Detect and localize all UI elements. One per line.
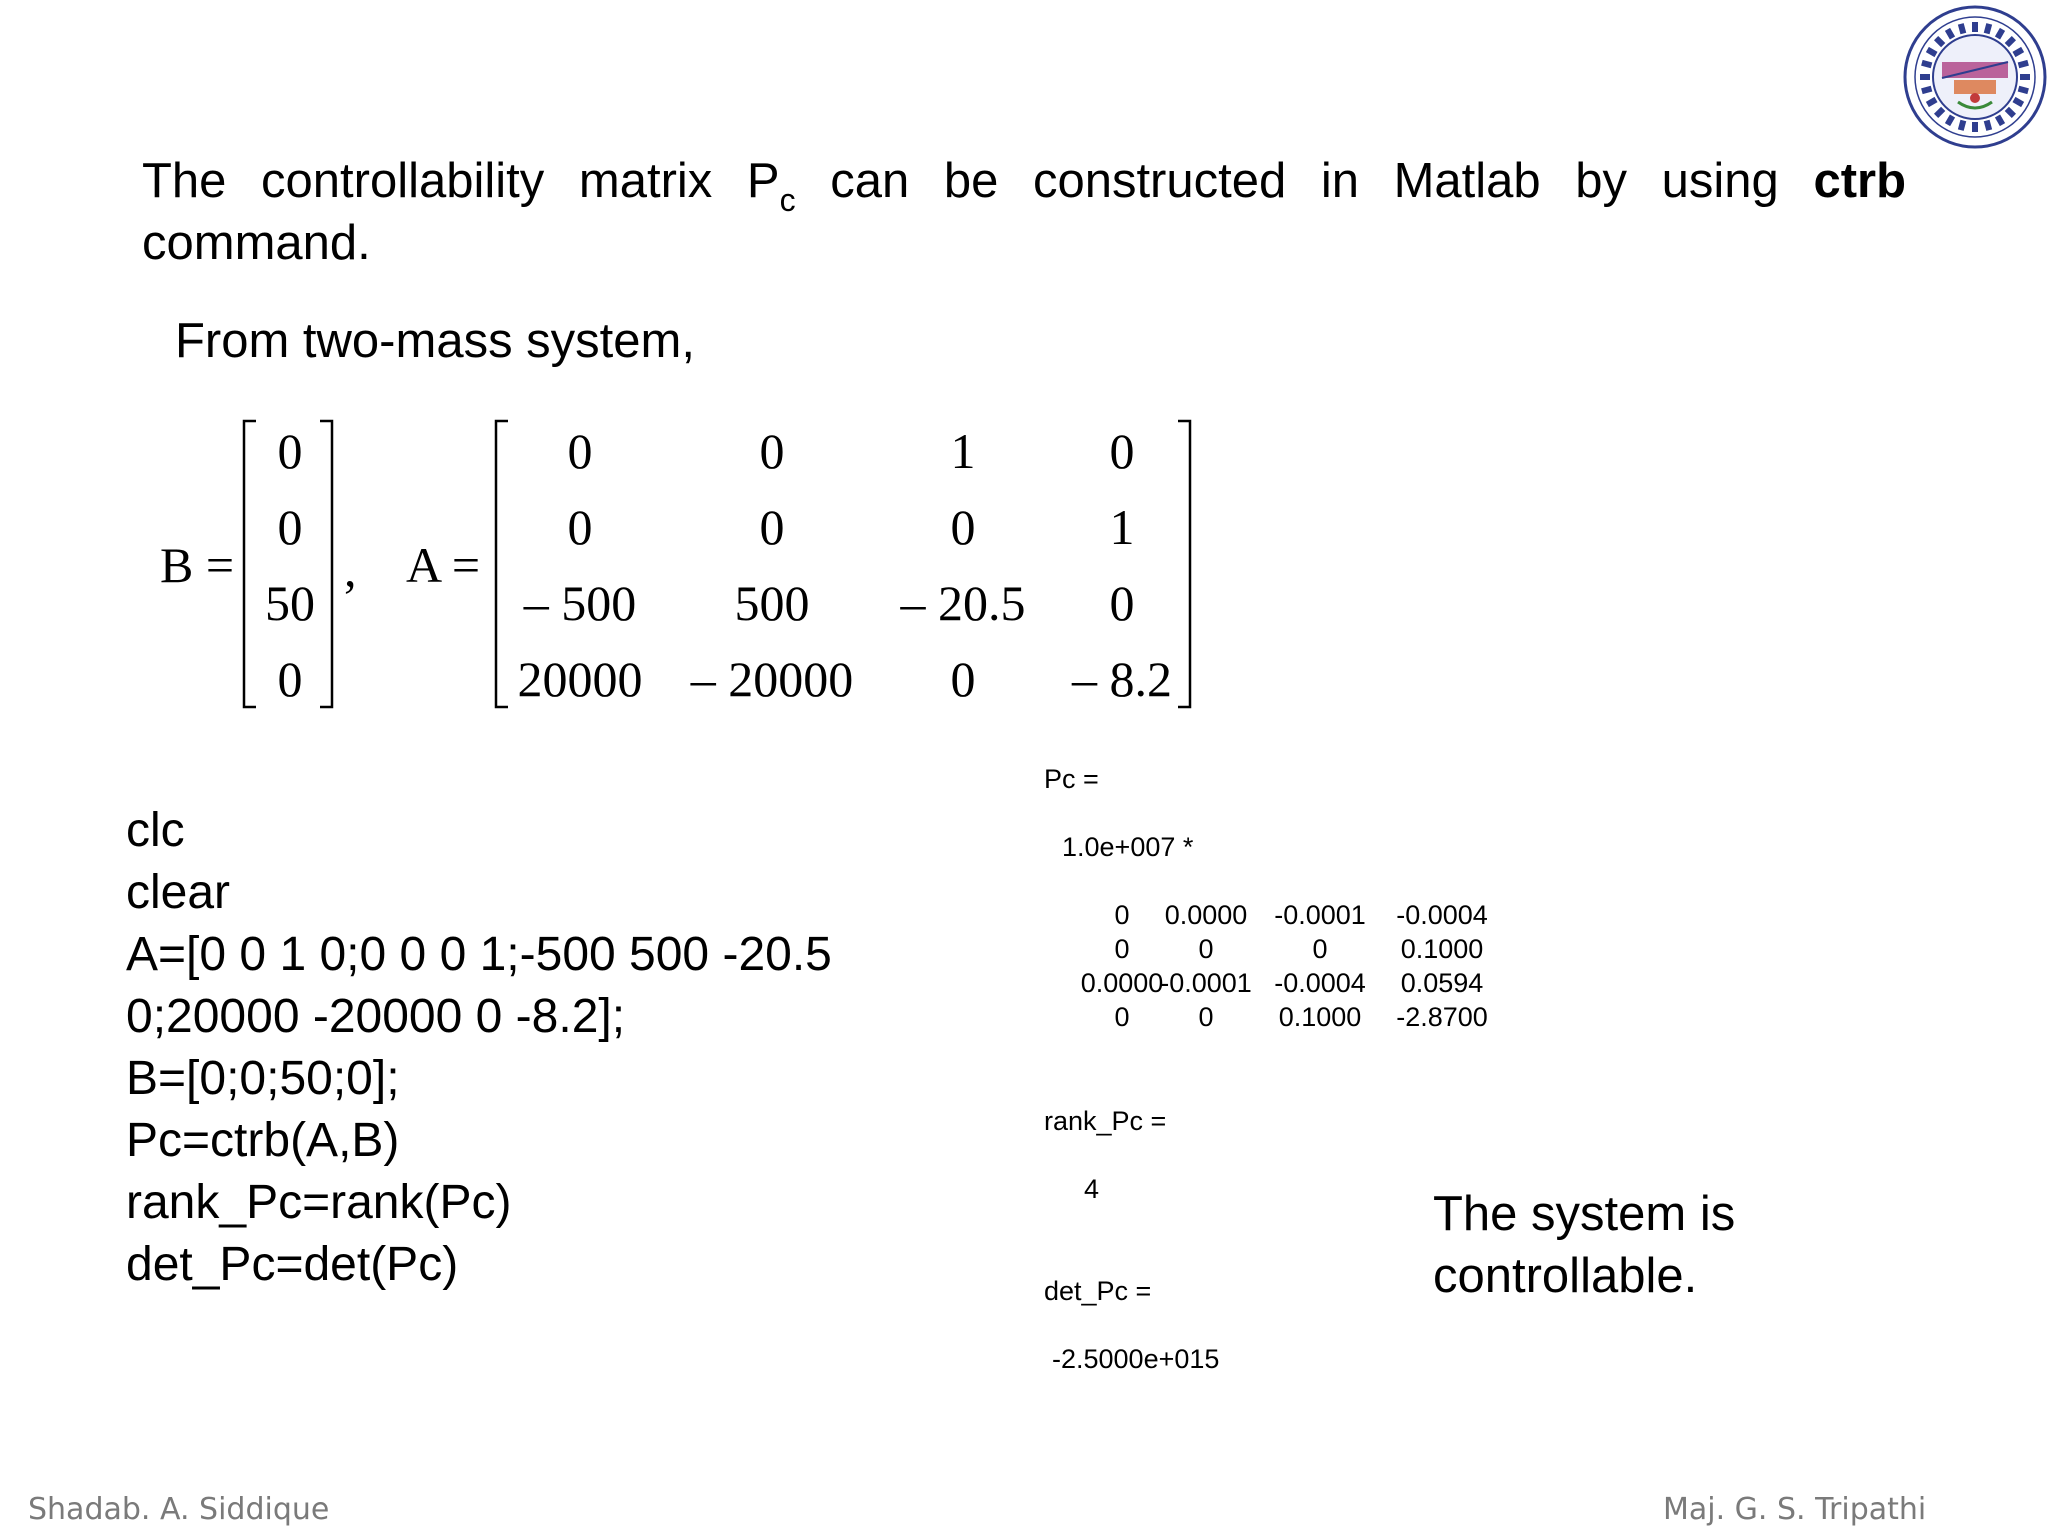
pc-matrix-cell: 0 — [1114, 1002, 1130, 1032]
matrix-b-cell: 0 — [277, 651, 303, 707]
det-value: -2.5000e+015 — [1052, 1344, 1220, 1374]
pc-label: Pc = — [1044, 764, 1099, 794]
matrix-a-right-bracket — [1174, 418, 1194, 710]
matrix-b-right-bracket — [316, 418, 336, 710]
matrix-a-label: A = — [406, 537, 481, 593]
matrix-a-cell: 0 — [1109, 575, 1135, 631]
det-label: det_Pc = — [1044, 1276, 1152, 1306]
matrix-a-cell: 500 — [734, 575, 810, 631]
pc-matrix-cell: 0 — [1198, 1002, 1214, 1032]
matrix-a-cell: 0 — [567, 423, 593, 479]
logo-gear-tooth — [1972, 22, 1978, 32]
logo-gear-tooth — [1972, 122, 1978, 132]
matrix-a-cell: 0 — [759, 423, 785, 479]
pc-matrix-cell: -0.0001 — [1160, 968, 1252, 998]
intro-paragraph — [142, 150, 1906, 274]
matrix-b-cell: 0 — [277, 423, 303, 479]
matrix-a-cell: 0 — [950, 499, 976, 555]
rank-value: 4 — [1084, 1174, 1100, 1204]
pc-matrix-cell: -0.0004 — [1274, 968, 1366, 998]
matrix-a-cell: 0 — [1109, 423, 1135, 479]
pc-matrix-cell: 0 — [1198, 934, 1214, 964]
matrix-separator: , — [344, 541, 357, 597]
code-line: rank_Pc=rank(Pc) — [126, 1176, 512, 1229]
logo-gear-tooth — [2020, 74, 2030, 80]
university-logo — [1902, 4, 2048, 150]
matrix-a-cell: 1 — [1109, 499, 1135, 555]
code-line: A=[0 0 1 0;0 0 0 1;-500 500 -20.5 — [126, 928, 832, 981]
matrix-a — [500, 418, 1200, 710]
pc-matrix-cell: 0 — [1114, 900, 1130, 930]
footer-author-right: Maj. G. S. Tripathi — [1663, 1492, 1927, 1527]
pc-matrix — [1044, 900, 1564, 1040]
matrix-a-cell: – 500 — [523, 575, 637, 631]
intro-text-start: The controllability matrix P — [142, 154, 780, 208]
matrix-a-cell: – 20.5 — [900, 575, 1026, 631]
code-line: clc — [126, 804, 185, 857]
conclusion-text — [1433, 1183, 1735, 1307]
code-line: Pc=ctrb(A,B) — [126, 1114, 400, 1167]
pc-matrix-cell: 0 — [1114, 934, 1130, 964]
pc-matrix-cell: 0 — [1312, 934, 1328, 964]
matrix-a-cell: 20000 — [517, 651, 643, 707]
pc-matrix-cell: -2.8700 — [1396, 1002, 1488, 1032]
footer-author-left: Shadab. A. Siddique — [28, 1492, 330, 1527]
rank-label: rank_Pc = — [1044, 1106, 1167, 1136]
logo-gear-tooth — [1920, 74, 1930, 80]
pc-matrix-cell: 0.0594 — [1400, 968, 1484, 998]
pc-matrix-cell: -0.0001 — [1274, 900, 1366, 930]
code-line: B=[0;0;50;0]; — [126, 1052, 400, 1105]
intro-subscript: c — [779, 182, 796, 218]
matrix-b-label: B = — [160, 537, 235, 593]
matrix-a-cell: 0 — [567, 499, 593, 555]
matrix-a-cell: – 8.2 — [1072, 651, 1172, 707]
pc-matrix-cell: 0.0000 — [1164, 900, 1248, 930]
pc-matrix-cell: 0.0000 — [1080, 968, 1164, 998]
pc-matrix-cell: 0.1000 — [1278, 1002, 1362, 1032]
conclusion-line: controllable. — [1433, 1249, 1698, 1303]
pc-scale-factor: 1.0e+007 * — [1062, 832, 1194, 862]
conclusion-line: The system is — [1433, 1187, 1736, 1241]
matrix-a-cell: 0 — [759, 499, 785, 555]
intro-text-end: command. — [142, 216, 371, 270]
code-line: clear — [126, 866, 231, 919]
matrix-a-cell: – 20000 — [690, 651, 854, 707]
matrix-a-cell: 0 — [950, 651, 976, 707]
from-system-heading: From two-mass system, — [175, 314, 695, 368]
pc-matrix-cell: -0.0004 — [1396, 900, 1488, 930]
matrix-b-cell: 0 — [277, 499, 303, 555]
code-line: det_Pc=det(Pc) — [126, 1238, 459, 1291]
intro-text-middle: can be constructed in Matlab by using — [795, 154, 1814, 208]
pc-matrix-cell: 0.1000 — [1400, 934, 1484, 964]
matrix-b-cell: 50 — [265, 575, 315, 631]
ctrb-keyword: ctrb — [1813, 154, 1907, 208]
code-line: 0;20000 -20000 0 -8.2]; — [126, 990, 626, 1043]
matlab-code — [126, 800, 832, 1296]
matrix-a-cell: 1 — [950, 423, 976, 479]
